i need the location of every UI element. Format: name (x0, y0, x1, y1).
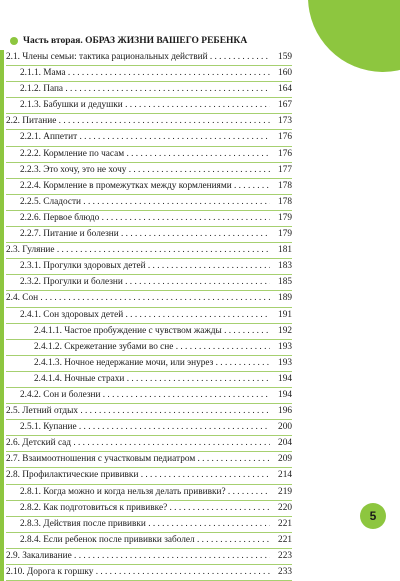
toc-entry-title: 2.2.4. Кормление в промежутках между кормлениями . . . (6, 179, 270, 194)
toc-entry-page: 194 (276, 388, 292, 403)
toc-entry-page: 173 (276, 114, 292, 129)
toc-entry-title: 2.1.3. Бабушки и дедушки . . . (6, 98, 270, 113)
toc-entry-page: 160 (276, 66, 292, 81)
part-heading (10, 36, 290, 46)
toc-entry-page: 196 (276, 404, 292, 419)
toc-entry-page: 177 (276, 163, 292, 178)
toc-entry-title: 2.6. Детский сад . . . (6, 436, 270, 451)
toc-entry[interactable] (6, 66, 292, 82)
toc-entry-title: 2.3.1. Прогулки здоровых детей . . . (6, 259, 270, 274)
toc-entry[interactable] (6, 227, 292, 243)
table-of-contents (6, 50, 292, 581)
toc-entry-page: 200 (276, 420, 292, 435)
toc-entry[interactable] (6, 485, 292, 501)
toc-entry-title: 2.2. Питание . . . (6, 114, 270, 129)
toc-entry-page: 193 (276, 356, 292, 371)
toc-entry[interactable] (6, 468, 292, 484)
toc-entry-page: 214 (276, 468, 292, 483)
toc-entry[interactable] (6, 50, 292, 66)
toc-entry-title: 2.5. Летний отдых . . . (6, 404, 270, 419)
toc-entry[interactable] (6, 114, 292, 130)
toc-entry-title: 2.5.1. Купание . . . (6, 420, 270, 435)
toc-entry-title: 2.2.1. Аппетит . . . (6, 130, 270, 145)
toc-entry-page: 176 (276, 147, 292, 162)
toc-entry-page: 159 (276, 50, 292, 65)
bullet-icon (10, 37, 18, 45)
page-number-badge (360, 503, 386, 529)
toc-entry-title: 2.2.5. Сладости . . . (6, 195, 270, 210)
toc-entry[interactable] (6, 163, 292, 179)
toc-entry-page: 178 (276, 195, 292, 210)
toc-entry-title: 2.3. Гуляние . . . (6, 243, 270, 258)
toc-entry-title: 2.4. Сон . . . (6, 291, 270, 306)
toc-entry[interactable] (6, 420, 292, 436)
toc-entry-page: 179 (276, 211, 292, 226)
toc-entry-title: 2.1.2. Папа . . . (6, 82, 270, 97)
toc-entry[interactable] (6, 388, 292, 404)
toc-entry[interactable] (6, 82, 292, 98)
toc-entry-title: 2.1.1. Мама . . . (6, 66, 270, 81)
toc-entry-page: 194 (276, 372, 292, 387)
page-number: 5 (369, 509, 377, 523)
toc-entry-page: 181 (276, 243, 292, 258)
toc-entry-title: 2.2.2. Кормление по часам . . . (6, 147, 270, 162)
toc-entry[interactable] (6, 549, 292, 565)
toc-entry[interactable] (6, 98, 292, 114)
toc-entry-title: 2.8.1. Когда можно и когда нельзя делать прививки? . . . (6, 485, 270, 500)
toc-entry-page: 209 (276, 452, 292, 467)
toc-entry-page: 183 (276, 259, 292, 274)
toc-entry[interactable] (6, 436, 292, 452)
toc-entry[interactable] (6, 324, 292, 340)
toc-entry[interactable] (6, 517, 292, 533)
toc-entry-page: 176 (276, 130, 292, 145)
toc-entry[interactable] (6, 404, 292, 420)
toc-entry-title: 2.2.6. Первое блюдо . . . (6, 211, 270, 226)
toc-entry[interactable] (6, 275, 292, 291)
toc-entry-title: 2.7. Взаимоотношения с участковым педиатром . . . (6, 452, 270, 467)
toc-entry-title: 2.2.3. Это хочу, это не хочу . . . (6, 163, 270, 178)
toc-entry-page: 164 (276, 82, 292, 97)
toc-entry-title: 2.8.4. Если ребенок после прививки заболел . . . (6, 533, 270, 548)
decorative-corner-circle (308, 0, 400, 72)
toc-entry-title: 2.4.1.4. Ночные страхи . . . (6, 372, 270, 387)
toc-entry[interactable] (6, 259, 292, 275)
toc-entry[interactable] (6, 308, 292, 324)
toc-entry-page: 192 (276, 324, 292, 339)
toc-entry[interactable] (6, 565, 292, 581)
toc-entry-title: 2.9. Закаливание . . . (6, 549, 270, 564)
toc-entry-title: 2.2.7. Питание и болезни . . . (6, 227, 270, 242)
toc-entry[interactable] (6, 179, 292, 195)
toc-entry[interactable] (6, 501, 292, 517)
toc-entry-page: 178 (276, 179, 292, 194)
toc-entry-page: 219 (276, 485, 292, 500)
toc-entry[interactable] (6, 452, 292, 468)
accent-bar (0, 50, 4, 581)
toc-entry-title: 2.8.2. Как подготовиться к прививке? . . . (6, 501, 270, 516)
toc-entry-title: 2.4.1. Сон здоровых детей . . . (6, 308, 270, 323)
toc-entry-page: 167 (276, 98, 292, 113)
toc-entry-page: 193 (276, 340, 292, 355)
toc-entry[interactable] (6, 211, 292, 227)
toc-entry-page: 179 (276, 227, 292, 242)
toc-entry-title: 2.4.2. Сон и болезни . . . (6, 388, 270, 403)
toc-entry-page: 221 (276, 517, 292, 532)
toc-entry-title: 2.8.3. Действия после прививки . . . (6, 517, 270, 532)
toc-entry[interactable] (6, 291, 292, 307)
part-label: Часть вторая. (23, 36, 83, 46)
toc-entry[interactable] (6, 130, 292, 146)
toc-entry-title: 2.1. Члены семьи: тактика рациональных действий . . . (6, 50, 270, 65)
toc-entry-page: 233 (276, 565, 292, 580)
toc-entry[interactable] (6, 356, 292, 372)
toc-entry-page: 185 (276, 275, 292, 290)
toc-entry[interactable] (6, 340, 292, 356)
toc-entry-page: 191 (276, 308, 292, 323)
toc-entry[interactable] (6, 195, 292, 211)
toc-entry[interactable] (6, 243, 292, 259)
toc-entry-title: 2.10. Дорога к горшку . . . (6, 565, 270, 580)
toc-entry-title: 2.3.2. Прогулки и болезни . . . (6, 275, 270, 290)
toc-entry-page: 223 (276, 549, 292, 564)
toc-entry[interactable] (6, 147, 292, 163)
toc-entry-title: 2.4.1.2. Скрежетание зубами во сне . . . (6, 340, 270, 355)
toc-entry-title: 2.4.1.3. Ночное недержание мочи, или энурез . . . (6, 356, 270, 371)
toc-entry-page: 220 (276, 501, 292, 516)
toc-entry-page: 221 (276, 533, 292, 548)
part-title: ОБРАЗ ЖИЗНИ ВАШЕГО РЕБЕНКА (85, 36, 248, 46)
toc-entry-title: 2.8. Профилактические прививки . . . (6, 468, 270, 483)
toc-entry-page: 204 (276, 436, 292, 451)
toc-entry-page: 189 (276, 291, 292, 306)
toc-entry[interactable] (6, 533, 292, 549)
toc-entry-title: 2.4.1.1. Частое пробуждение с чувством жажды . . . (6, 324, 270, 339)
toc-entry[interactable] (6, 372, 292, 388)
